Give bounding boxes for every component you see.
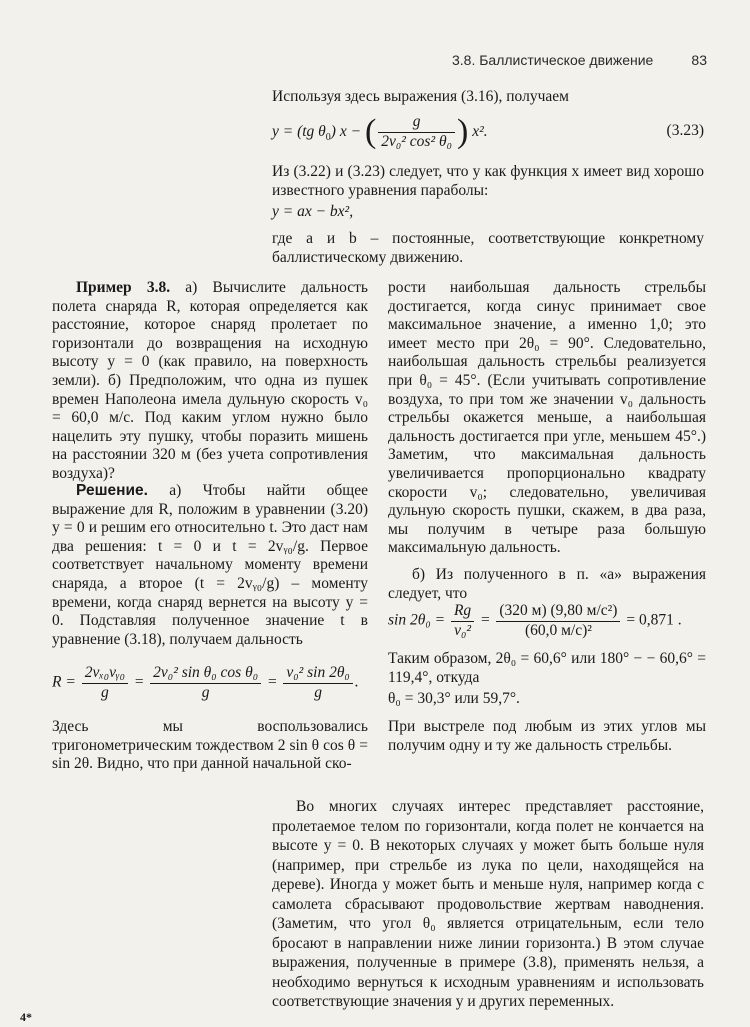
constants-note: где a и b – постоянные, соответствующие конкретному баллистическому движению. — [272, 230, 704, 266]
max-range-paragraph: рости наибольшая дальность стрельбы достигается, когда синус принимает свое максимальное значение, а именно 1,0; это имеет место при 2θ₀ = 90°. Следовательно, наибольшая дальность стрельбы реализуется при θ₀ = 45°. (Если учитывать сопротивление воздуха, то при том же значении v₀ дальность стрельбы окажется меньше, а наибольшая дальность достигается при угле, меньшем 45°.) Заметим, что максимальная дальность увеличивается пропорционально квадрату скорости v₀; следовательно, увеличивая дульную скорость пушки, скажем, в два раза, мы получим в четыре раза большую максимальную дальность. — [388, 279, 706, 557]
sin-equation: sin 2θ₀ = $\frac{Rg}{\text{v₀²}}$ = $\frac{\text{(320 м) (9,80 м/с²)}}{\text{(60,0 м/с)²}}$ = 0,871 . — [388, 602, 682, 639]
theta-result: θ₀ = 30,3° или 59,7°. — [388, 690, 520, 707]
part-b-paragraph: б) Из полученного в п. «а» выражения следует, что — [388, 566, 706, 602]
running-header — [452, 52, 707, 69]
example-label: Пример 3.8. — [76, 279, 171, 296]
identity-paragraph: Здесь мы воспользовались тригонометрическим тождеством 2 sin θ cos θ = sin 2θ. Видно, что при данной начальной ско- — [52, 718, 368, 773]
solution-label: Решение. — [76, 482, 148, 499]
bottom-paragraph: Во многих случаях интерес представляет расстояние, пролетаемое телом по горизонтали, когда полет не кончается на высоте y = 0. В некоторых случаях y может быть больше нуля (например, при стрельбе из лука по цели, находящейся на дереве). Иногда y может быть и меньше нуля, например когда с самолета сбрасывают продовольствие жертвам наводнения. (Заметим, что угол θ₀ является отрицательным, если тело бросают в направлении ниже линии горизонта.) В этом случае выражения, полученные в примере (3.8), применять нельзя, а необходимо вернуться к исходным уравнениям и использовать соответствующие значения y и других переменных. — [272, 798, 704, 1011]
equation-3-23: y = (tg $\theta_0$) x − ( $\frac{g}{\text{2v₀² cos² θ₀}}$ ) x². (3.23) — [272, 113, 704, 150]
page-number: 83 — [691, 52, 707, 68]
parabola-paragraph: Из (3.22) и (3.23) следует, что y как функция x имеет вид хорошо известного уравнения параболы: — [272, 163, 704, 199]
intro-text: Используя здесь выражения (3.16), получаем — [272, 88, 569, 105]
equation-number: (3.23) — [666, 122, 704, 139]
range-equation: R = $\frac{\text{2vₓ₀vᵧ₀}}{g}$ = $\frac{\text{2v₀² sin θ₀ cos θ₀}}{g}$ = $\frac{\text{v₀² sin 2θ₀}}{g}$ . — [52, 664, 359, 701]
conclusion-paragraph: При выстреле под любым из этих углов мы получим одну и ту же дальность стрельбы. — [388, 718, 706, 754]
section-title: 3.8. Баллистическое движение — [452, 52, 654, 68]
printer-signature-mark: 4* — [20, 1010, 32, 1024]
solution-paragraph: Решение. а) Чтобы найти общее выражение для R, положим в уравнении (3.20) y = 0 и решим его относительно t. Это даст нам два решения: t = 0 и t = 2vᵧ₀/g. Первое соответствует начальному моменту времени снаряда, а второе (t = 2vᵧ₀/g) – моменту времени, когда снаряд вернется на высоту y = 0. Подставляя полученное значение t в уравнение (3.18), получаем дальность — [52, 482, 368, 648]
example-3-8: Пример 3.8. а) Вычислите дальность полета снаряда R, которая определяется как расстояние, которое снаряд пролетает по горизонтали до возвращения на исходную высоту y = 0 (как правило, на поверхность земли). б) Предположим, что одна из пушек времен Наполеона имела дульную скорость v₀ = 60,0 м/с. Под каким углом нужно было нацелить эту пушку, чтобы поразить мишень на расстоянии 320 м (без учета сопротивления воздуха)? — [52, 279, 368, 482]
parabola-equation: y = ax − bx², — [272, 203, 354, 220]
angle-paragraph: Таким образом, 2θ₀ = 60,6° или 180° − − 60,6° = 119,4°, откуда — [388, 650, 706, 686]
